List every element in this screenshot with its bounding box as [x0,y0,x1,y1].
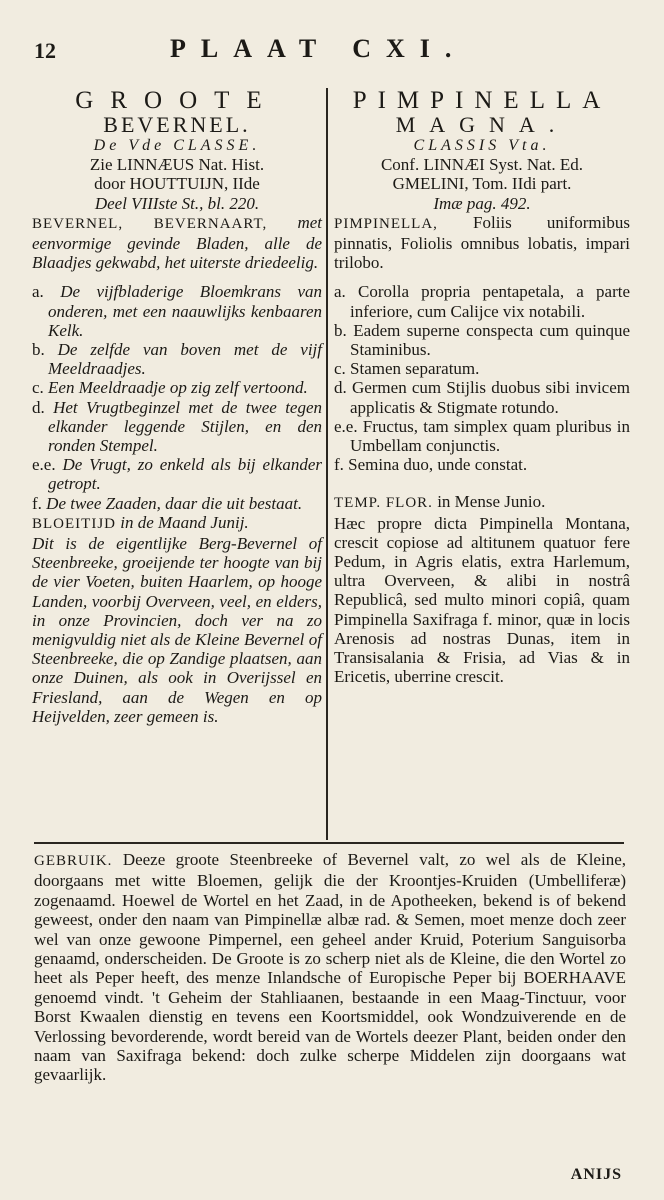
latin-item-c: c. Stamen separatum. [334,359,480,379]
latin-class: CLASSIS Vta. [413,137,551,154]
usage-text: Deeze groote Steenbreeke of Bevernel valt, zo wel als de Kleine, doorgaans met witte Bloemen, gelijk die der Kroontjes-Kruiden (Umbelliferæ) zogenaamd. Hoewel de Wortel en het Zaad, in de Apotheeken, bekend is of bekend geweest, onder den naam van Pimpinellæ albæ rad. & Semen, moet menze doch zeer wel van onze gewoone Pimpernel, een geheel ander Kruid, Poterium Sanguisorba genaamd, onderscheiden. De Groote is zo scherp niet als de Kleine, die den Wortel zo heet als Peper heeft, des menze Inlandsche of Europische Peper bij BOERHAAVE genoemd vindt. 't Geheim der Stahliaanen, bestaande in een Maag-Tinctuur, voor Borst Kwaalen dienstig en tevens een Koortsmiddel, ook Wondzuiverende en de Verlossing bevorderende, wordt bereid van de Wortels deezer Plant, beiden onder den naam van Saxifraga bekend: doch zulke scherpe Middelen zijn doorgaans wat gevaarlijk. [34,850,626,1085]
latin-flowering: TEMP. FLOR. in Mense Junio. [334,492,546,512]
dutch-column [32,88,322,726]
page-number: 12 [34,38,56,63]
dutch-ref-line3: Deel VIIIste St., bl. 220. [94,193,260,213]
latin-body: Hæc propre dicta Pimpinella Montana, crescit copiose ad altitunem quatuor fere Pedum, in Agris elatis, extra Harlemum, ultra Overveen, & alibi in nostrâ Republicâ, sed multo minori copiâ, quam Pimpinella Saxifraga f. minor, quæ in locis Arenosis ad nostras Dunas, item in Transisalania & Frisia, ad Vias & in Ericetis, uberrine crescit. [334,513,630,687]
dutch-item-b: b. De zelfde van boven met de vijf Meeldraadjes. [32,340,322,379]
latin-item-e: e.e. Fructus, tam simplex quam pluribus in Umbellam conjunctis. [334,416,630,456]
dutch-item-c: c. Een Meeldraadje op zig zelf vertoond. [32,378,308,398]
dutch-diagnosis-text: met eenvormige gevinde Bladen, alle de Blaadjes gekwabd, het uiterste driedeelig. [32,212,322,273]
latin-item-a: a. Corolla propria pentapetala, a parte inferiore, cum Calijce vix notabili. [334,282,631,321]
dutch-ref-line2: door HOUTTUIJN, IIde [94,174,260,194]
latin-item-f: f. Semina duo, unde constat. [334,455,528,475]
latin-item-d: d. Germen cum Stijlis duobus sibi invicem applicatis & Stigmate rotundo. [334,378,630,417]
latin-ref-line3: Imæ pag. 492. [433,193,531,213]
usage-label: GEBRUIK. [34,853,113,869]
column-divider [326,88,328,840]
latin-title-line1: PIMPINELLA [352,87,612,114]
dutch-class: De Vde CLASSE. [93,137,261,154]
dutch-diagnosis-term: BEVERNEL, BEVERNAART, [32,215,268,232]
dutch-flowering: BLOEITIJD in de Maand Junij. [32,512,249,532]
latin-diagnosis-term: PIMPINELLA, [334,215,438,232]
catchword: ANIJS [570,1166,622,1183]
dutch-body: Dit is de eigentlijke Berg-Bevernel of Steenbreeke, groeijende ter hoogte van bij de vier Voeten, buiten Haarlem, op hooge Landen, voorbij Overveen, veel, en elders, in onze Provincien, doch ver na zo menigvuldig niet als de Kleine Bevernel of Steenbreeke, die op Zandige plaatsen, aan onze Duinen, als ook in Overijssel en Friesland, aan de Wegen en op Heijvelden, zeer gemeen is. [32,534,322,726]
section-rule [34,842,624,844]
dutch-diagnosis [32,213,322,273]
dutch-item-d: d. Het Vrugtbeginzel met de twee tegen elkander leggende Stijlen, en den ronden Stempel. [32,397,323,456]
latin-title-line2: MAGNA. [395,112,569,137]
latin-ref-line1: Conf. LINNÆI Syst. Nat. Ed. [380,155,584,175]
latin-column [334,88,630,686]
running-title: PLAAT CXI. [170,34,467,63]
dutch-ref-line1: Zie LINNÆUS Nat. Hist. [89,155,265,175]
dutch-item-a: a. De vijfbladerige Bloemkrans van onderen, met een naauwlijks kenbaaren Kelk. [32,282,322,340]
usage-paragraph [34,850,626,1085]
latin-item-b: b. Eadem superne conspecta cum quinque Staminibus. [334,320,631,360]
dutch-title-line2: BEVERNEL. [103,112,251,137]
latin-diagnosis [334,213,630,273]
dutch-item-e: e.e. De Vrugt, zo enkeld als bij elkander getropt. [32,455,322,494]
dutch-item-f: f. De twee Zaaden, daar die uit bestaat. [32,493,303,513]
dutch-title-line1: GROOTE [75,87,279,114]
latin-ref-line2: GMELINI, Tom. IIdi part. [392,174,572,194]
latin-diagnosis-text: Foliis uniformibus pinnatis, Foliolis omnibus lobatis, impari trilobo. [334,212,630,273]
